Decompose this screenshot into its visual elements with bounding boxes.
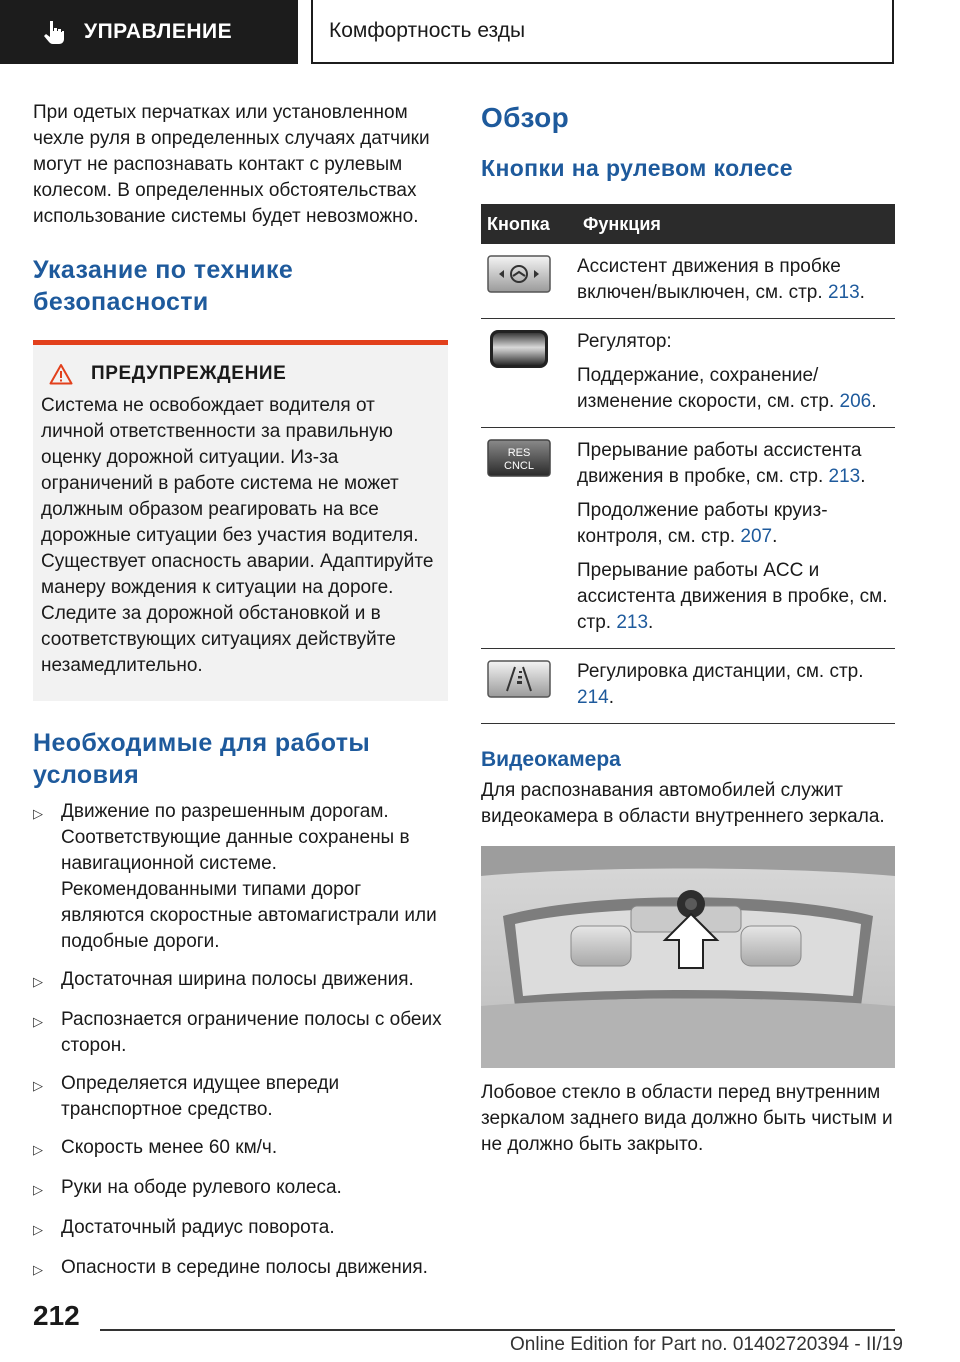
warning-text: Система не освобождает водителя от личной ответственности за правильную оценку дорожной ситуации. Из-за ограничений в работе система не может должным образом реагировать на все дорожные ситуации без участия водителя. Существует опасность аварии. Адаптируйте манеру вождения к ситуации на дороге. Следите за дорожной обстановкой и в соответствующих ситуациях действуйте незамедлительно. — [41, 395, 434, 676]
triangle-bullet-icon: ▷ — [33, 1182, 43, 1197]
chapter-title: Комфортность езды — [329, 19, 526, 42]
conditions-heading-line1: Необходимые для работы — [33, 729, 371, 757]
left-column — [33, 100, 448, 1295]
camera-paragraph: Для распознавания автомобилей служит видеокамера в области внутреннего зеркала. — [481, 780, 885, 827]
warning-title: ПРЕДУПРЕЖДЕНИЕ — [91, 363, 287, 384]
page-link[interactable]: 214 — [577, 687, 609, 708]
triangle-bullet-icon: ▷ — [33, 1142, 43, 1157]
intro-paragraph: При одетых перчатках или установленном чехле руля в определенных случаях датчики могут не распознавать контакт с рулевым колесом. В определенных обстоятельствах использование системы будет невозможно. — [33, 102, 430, 227]
camera-caption: Лобовое стекло в области перед внутренним зеркалом заднего вида должно быть чистым и не должно быть закрыто. — [481, 1082, 893, 1155]
list-item: ▷ Руки на ободе рулевого колеса. — [33, 1175, 448, 1203]
table-row: Регулятор: Поддержание, сохранение/изменение скорости, см. стр. 206. — [481, 319, 895, 428]
buttons-table — [481, 204, 895, 724]
triangle-bullet-icon: ▷ — [33, 1222, 43, 1237]
svg-text:RES: RES — [507, 447, 531, 459]
list-item: ▷ Распознается ограничение полосы с обеих сторон. — [33, 1007, 448, 1059]
list-item: ▷ Определяется идущее впереди транспортное средство. — [33, 1071, 448, 1123]
distance-control-button-icon — [487, 659, 551, 699]
safety-heading-line2: безопасности — [33, 288, 209, 316]
conditions-list — [33, 799, 448, 1283]
svg-text:CNCL: CNCL — [504, 460, 534, 472]
list-item: ▷ Достаточный радиус поворота. — [33, 1215, 448, 1243]
overview-heading: Обзор — [481, 102, 570, 133]
buttons-heading: Кнопки на рулевом колесе — [481, 155, 793, 181]
list-item: ▷ Движение по разрешенным дорогам. Соответствующие данные сохранены в навигационной системе. Рекомендованными типами дорог являются скоростные автомагистрали или подобные дороги. — [33, 799, 448, 955]
triangle-bullet-icon: ▷ — [33, 806, 43, 821]
warning-box — [33, 345, 448, 701]
triangle-bullet-icon: ▷ — [33, 1262, 43, 1277]
footer-divider — [100, 1329, 895, 1331]
section-title: УПРАВЛЕНИЕ — [84, 20, 233, 43]
list-item: ▷ Скорость менее 60 км/ч. — [33, 1135, 448, 1163]
warning-triangle-icon — [49, 363, 73, 385]
right-column — [481, 100, 895, 1158]
camera-heading: Видеокамера — [481, 748, 621, 771]
edition-info: Online Edition for Part no. 01402720394 - II/19 — [510, 1334, 903, 1355]
page-link[interactable]: 213 — [827, 282, 860, 303]
col-header-function: Функция — [577, 204, 895, 244]
table-row: RES CNCL Прерывание работы ассистента движения в пробке, см. стр. 213. Продолжение работы круиз-контроля, см. стр. 207. Прерывание работы ACC и ассистента движения в пробке, см. стр. 213. — [481, 428, 895, 649]
page-link[interactable]: 206 — [839, 391, 872, 412]
page-link[interactable]: 213 — [828, 466, 861, 487]
page-number: 212 — [33, 1300, 80, 1331]
warning-title-row — [41, 363, 440, 385]
triangle-bullet-icon: ▷ — [33, 1014, 43, 1029]
conditions-heading — [33, 727, 448, 791]
windshield-camera-photo — [481, 846, 895, 1068]
table-row: Ассистент движения в пробке включен/выключен, см. стр. 213. — [481, 244, 895, 319]
res-cncl-button-icon — [487, 438, 551, 478]
chapter-tab — [311, 0, 894, 64]
list-item: ▷ Опасности в середине полосы движения. — [33, 1255, 448, 1283]
page-link[interactable]: 213 — [616, 612, 649, 633]
safety-heading — [33, 254, 448, 318]
table-row: Регулировка дистанции, см. стр. 214. — [481, 649, 895, 724]
col-header-button: Кнопка — [481, 204, 577, 244]
hand-pointer-icon — [40, 18, 68, 46]
triangle-bullet-icon: ▷ — [33, 974, 43, 989]
safety-heading-line1: Указание по технике — [33, 256, 294, 284]
traffic-jam-assistant-button-icon — [487, 254, 551, 294]
rocker-switch-button-icon — [487, 329, 551, 369]
page-link[interactable]: 207 — [740, 526, 773, 547]
list-item: ▷ Достаточная ширина полосы движения. — [33, 967, 448, 995]
conditions-heading-line2: условия — [33, 761, 140, 789]
table-header-row — [481, 204, 895, 244]
section-tab — [0, 0, 298, 64]
triangle-bullet-icon: ▷ — [33, 1078, 43, 1093]
